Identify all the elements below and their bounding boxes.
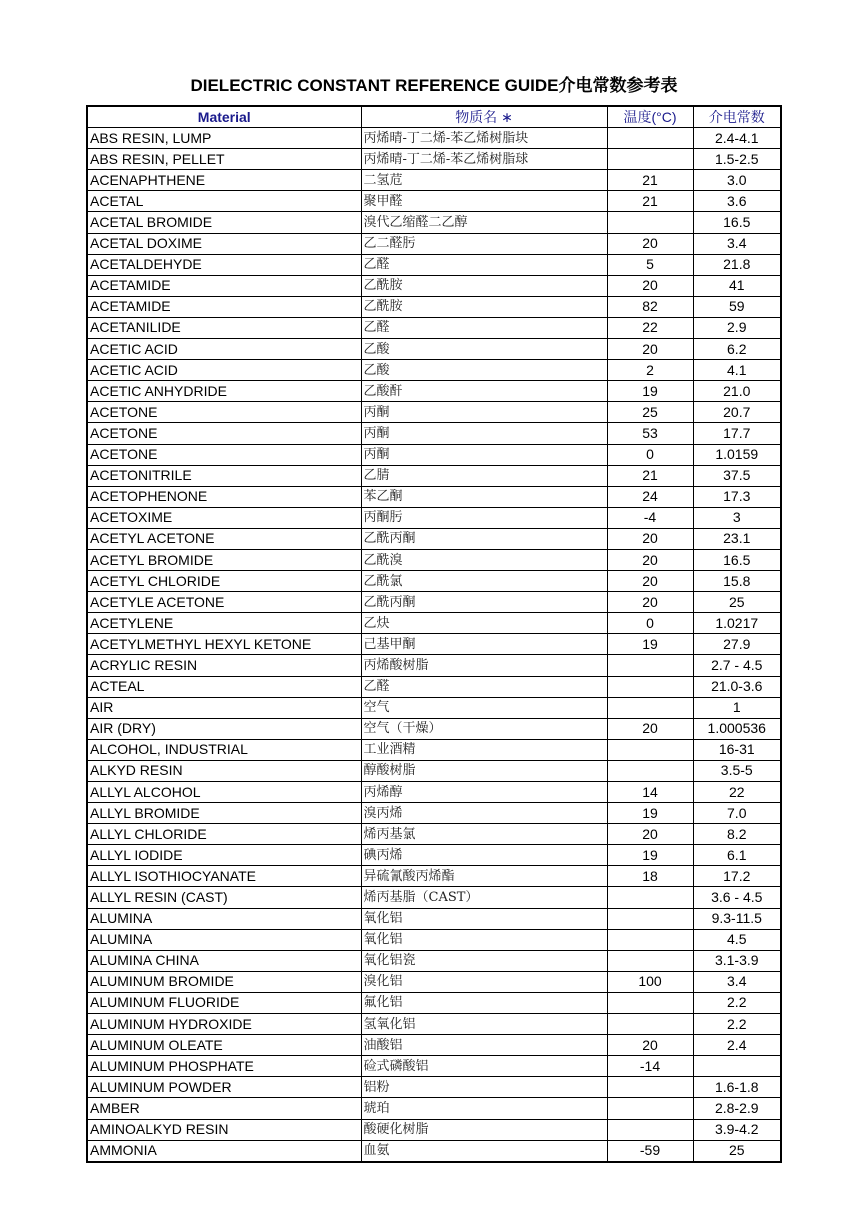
material-cell: ALUMINUM BROMIDE: [87, 971, 361, 992]
table-row: [87, 908, 781, 929]
dielectric-constant-cell: 16.5: [693, 212, 781, 233]
temperature-cell: [607, 676, 693, 697]
temperature-cell: -4: [607, 507, 693, 528]
temperature-cell: 21: [607, 170, 693, 191]
material-cell: ALUMINUM FLUORIDE: [87, 992, 361, 1013]
chinese-name-cell: 乙腈: [361, 465, 607, 486]
page-title: DIELECTRIC CONSTANT REFERENCE GUIDE介电常数参考表: [190, 76, 678, 95]
chinese-name-cell: 乙酰丙酮: [361, 592, 607, 613]
material-cell: AIR (DRY): [87, 718, 361, 739]
dielectric-constant-cell: 17.2: [693, 866, 781, 887]
material-cell: ALLYL BROMIDE: [87, 803, 361, 824]
temperature-cell: 82: [607, 296, 693, 317]
chinese-name-cell: 工业酒精: [361, 739, 607, 760]
chinese-name-cell: 丙烯晴-丁二烯-苯乙烯树脂球: [361, 149, 607, 170]
dielectric-constant-cell: 3.9-4.2: [693, 1119, 781, 1140]
temperature-cell: [607, 992, 693, 1013]
chinese-name-cell: 聚甲醛: [361, 191, 607, 212]
temperature-cell: 19: [607, 845, 693, 866]
chinese-name-cell: 溴丙烯: [361, 803, 607, 824]
temperature-cell: 20: [607, 339, 693, 360]
temperature-cell: 0: [607, 613, 693, 634]
header-chinese-name: 物质名 ∗: [361, 106, 607, 128]
material-cell: AMINOALKYD RESIN: [87, 1119, 361, 1140]
table-row: [87, 1140, 781, 1162]
chinese-name-cell: 硷式磷酸铝: [361, 1056, 607, 1077]
dielectric-constant-cell: 2.4-4.1: [693, 128, 781, 149]
material-cell: ACETALDEHYDE: [87, 254, 361, 275]
temperature-cell: 19: [607, 634, 693, 655]
table-row: [87, 655, 781, 676]
temperature-cell: 19: [607, 803, 693, 824]
chinese-name-cell: 碘丙烯: [361, 845, 607, 866]
table-row: [87, 971, 781, 992]
table-row: [87, 149, 781, 170]
chinese-name-cell: 乙酰丙酮: [361, 528, 607, 549]
chinese-name-cell: 乙酰胺: [361, 296, 607, 317]
chinese-name-cell: 乙酸: [361, 360, 607, 381]
header-material: Material: [87, 106, 361, 128]
table-row: [87, 613, 781, 634]
table-row: [87, 697, 781, 718]
temperature-cell: [607, 697, 693, 718]
table-row: [87, 1119, 781, 1140]
table-row: [87, 381, 781, 402]
chinese-name-cell: 丙烯晴-丁二烯-苯乙烯树脂块: [361, 128, 607, 149]
temperature-cell: [607, 1098, 693, 1119]
material-cell: AMMONIA: [87, 1140, 361, 1162]
material-cell: ACETAMIDE: [87, 275, 361, 296]
chinese-name-cell: 异硫氰酸丙烯酯: [361, 866, 607, 887]
temperature-cell: [607, 739, 693, 760]
table-row: [87, 317, 781, 338]
dielectric-constant-cell: 25: [693, 592, 781, 613]
material-cell: ACENAPHTHENE: [87, 170, 361, 191]
temperature-cell: 20: [607, 592, 693, 613]
temperature-cell: 25: [607, 402, 693, 423]
dielectric-constant-cell: 1.000536: [693, 718, 781, 739]
table-row: [87, 212, 781, 233]
material-cell: ALUMINUM PHOSPHATE: [87, 1056, 361, 1077]
chinese-name-cell: 乙二醛肟: [361, 233, 607, 254]
table-row: [87, 718, 781, 739]
table-row: [87, 191, 781, 212]
table-row: [87, 402, 781, 423]
dielectric-constant-cell: 21.8: [693, 254, 781, 275]
chinese-name-cell: 己基甲酮: [361, 634, 607, 655]
material-cell: ALLYL ALCOHOL: [87, 782, 361, 803]
dielectric-constant-cell: 2.8-2.9: [693, 1098, 781, 1119]
temperature-cell: 0: [607, 444, 693, 465]
header-temperature: 温度(°C): [607, 106, 693, 128]
table-row: [87, 486, 781, 507]
material-cell: ACETOPHENONE: [87, 486, 361, 507]
material-cell: ALUMINUM POWDER: [87, 1077, 361, 1098]
table-row: [87, 992, 781, 1013]
table-row: [87, 1077, 781, 1098]
temperature-cell: 5: [607, 254, 693, 275]
dielectric-constant-cell: 1.5-2.5: [693, 149, 781, 170]
temperature-cell: 19: [607, 381, 693, 402]
table-row: [87, 1056, 781, 1077]
table-row: [87, 676, 781, 697]
material-cell: ALUMINA: [87, 908, 361, 929]
table-row: [87, 254, 781, 275]
table-row: [87, 444, 781, 465]
dielectric-constant-cell: 20.7: [693, 402, 781, 423]
table-row: [87, 275, 781, 296]
dielectric-constant-cell: 16-31: [693, 739, 781, 760]
material-cell: ALUMINA CHINA: [87, 950, 361, 971]
material-cell: ACETIC ACID: [87, 339, 361, 360]
chinese-name-cell: 丙酮: [361, 402, 607, 423]
temperature-cell: [607, 887, 693, 908]
dielectric-constant-cell: 3.6: [693, 191, 781, 212]
table-row: [87, 782, 781, 803]
chinese-name-cell: 乙酰胺: [361, 275, 607, 296]
material-cell: ACETYLENE: [87, 613, 361, 634]
header-row: [87, 106, 781, 128]
dielectric-constant-cell: 2.4: [693, 1035, 781, 1056]
chinese-name-cell: 乙醛: [361, 317, 607, 338]
material-cell: ACETAL: [87, 191, 361, 212]
material-cell: ACETONE: [87, 402, 361, 423]
temperature-cell: 20: [607, 275, 693, 296]
table-row: [87, 507, 781, 528]
temperature-cell: 21: [607, 191, 693, 212]
material-cell: ALLYL RESIN (CAST): [87, 887, 361, 908]
temperature-cell: [607, 950, 693, 971]
temperature-cell: [607, 1014, 693, 1035]
chinese-name-cell: 乙酰氯: [361, 571, 607, 592]
table-row: [87, 423, 781, 444]
table-row: [87, 465, 781, 486]
table-row: [87, 233, 781, 254]
temperature-cell: [607, 929, 693, 950]
material-cell: ALLYL CHLORIDE: [87, 824, 361, 845]
dielectric-constant-cell: 8.2: [693, 824, 781, 845]
dielectric-constant-cell: 22: [693, 782, 781, 803]
table-row: [87, 1014, 781, 1035]
table-row: [87, 845, 781, 866]
material-cell: ALUMINUM HYDROXIDE: [87, 1014, 361, 1035]
table-row: [87, 128, 781, 149]
dielectric-table: [86, 105, 782, 1163]
table-row: [87, 528, 781, 549]
dielectric-constant-cell: 3.1-3.9: [693, 950, 781, 971]
temperature-cell: 21: [607, 465, 693, 486]
material-cell: ALKYD RESIN: [87, 760, 361, 781]
temperature-cell: [607, 908, 693, 929]
dielectric-constant-cell: 1.6-1.8: [693, 1077, 781, 1098]
dielectric-constant-cell: 7.0: [693, 803, 781, 824]
dielectric-constant-cell: 27.9: [693, 634, 781, 655]
table-row: [87, 824, 781, 845]
chinese-name-cell: 血氨: [361, 1140, 607, 1162]
table-row: [87, 296, 781, 317]
dielectric-constant-cell: 3.4: [693, 971, 781, 992]
material-cell: ABS RESIN, LUMP: [87, 128, 361, 149]
chinese-name-cell: 氧化铝瓷: [361, 950, 607, 971]
dielectric-constant-cell: 17.3: [693, 486, 781, 507]
dielectric-constant-cell: 16.5: [693, 549, 781, 570]
temperature-cell: 20: [607, 824, 693, 845]
dielectric-constant-cell: [693, 1056, 781, 1077]
chinese-name-cell: 氢氧化铝: [361, 1014, 607, 1035]
table-row: [87, 929, 781, 950]
temperature-cell: [607, 760, 693, 781]
dielectric-constant-cell: 2.2: [693, 992, 781, 1013]
table-row: [87, 803, 781, 824]
material-cell: ACETIC ACID: [87, 360, 361, 381]
chinese-name-cell: 琥珀: [361, 1098, 607, 1119]
chinese-name-cell: 醇酸树脂: [361, 760, 607, 781]
material-cell: ACTEAL: [87, 676, 361, 697]
dielectric-constant-cell: 25: [693, 1140, 781, 1162]
table-row: [87, 950, 781, 971]
chinese-name-cell: 溴代乙缩醛二乙醇: [361, 212, 607, 233]
dielectric-constant-cell: 17.7: [693, 423, 781, 444]
material-cell: ACETYL CHLORIDE: [87, 571, 361, 592]
header-dielectric-constant: 介电常数: [693, 106, 781, 128]
material-cell: ACETONITRILE: [87, 465, 361, 486]
material-cell: ACETAMIDE: [87, 296, 361, 317]
chinese-name-cell: 空气（干燥）: [361, 718, 607, 739]
chinese-name-cell: 铝粉: [361, 1077, 607, 1098]
dielectric-constant-cell: 1.0217: [693, 613, 781, 634]
table-row: [87, 634, 781, 655]
table-row: [87, 739, 781, 760]
chinese-name-cell: 丙烯酸树脂: [361, 655, 607, 676]
table-row: [87, 339, 781, 360]
material-cell: ACETAL BROMIDE: [87, 212, 361, 233]
dielectric-constant-cell: 1: [693, 697, 781, 718]
dielectric-constant-cell: 3.4: [693, 233, 781, 254]
temperature-cell: -14: [607, 1056, 693, 1077]
dielectric-constant-cell: 4.5: [693, 929, 781, 950]
chinese-name-cell: 乙炔: [361, 613, 607, 634]
material-cell: ALUMINUM OLEATE: [87, 1035, 361, 1056]
material-cell: ACRYLIC RESIN: [87, 655, 361, 676]
material-cell: ABS RESIN, PELLET: [87, 149, 361, 170]
material-cell: ACETYLE ACETONE: [87, 592, 361, 613]
chinese-name-cell: 乙酸: [361, 339, 607, 360]
material-cell: ACETANILIDE: [87, 317, 361, 338]
chinese-name-cell: 丙酮: [361, 444, 607, 465]
table-row: [87, 760, 781, 781]
chinese-name-cell: 丙烯醇: [361, 782, 607, 803]
material-cell: ALCOHOL, INDUSTRIAL: [87, 739, 361, 760]
chinese-name-cell: 乙醛: [361, 676, 607, 697]
temperature-cell: -59: [607, 1140, 693, 1162]
chinese-name-cell: 油酸铝: [361, 1035, 607, 1056]
dielectric-constant-cell: 9.3-11.5: [693, 908, 781, 929]
chinese-name-cell: 氧化铝: [361, 929, 607, 950]
material-cell: ALLYL IODIDE: [87, 845, 361, 866]
temperature-cell: 2: [607, 360, 693, 381]
dielectric-constant-cell: 2.2: [693, 1014, 781, 1035]
dielectric-constant-cell: 2.9: [693, 317, 781, 338]
temperature-cell: [607, 128, 693, 149]
chinese-name-cell: 烯丙基脂（CAST）: [361, 887, 607, 908]
material-cell: ACETAL DOXIME: [87, 233, 361, 254]
dielectric-constant-cell: 3.0: [693, 170, 781, 191]
temperature-cell: [607, 1077, 693, 1098]
dielectric-constant-cell: 37.5: [693, 465, 781, 486]
dielectric-constant-cell: 6.2: [693, 339, 781, 360]
material-cell: ACETIC ANHYDRIDE: [87, 381, 361, 402]
chinese-name-cell: 酸硬化树脂: [361, 1119, 607, 1140]
chinese-name-cell: 丙酮: [361, 423, 607, 444]
temperature-cell: 20: [607, 233, 693, 254]
table-row: [87, 866, 781, 887]
chinese-name-cell: 乙酸酐: [361, 381, 607, 402]
temperature-cell: 20: [607, 528, 693, 549]
chinese-name-cell: 乙醛: [361, 254, 607, 275]
material-cell: ACETONE: [87, 444, 361, 465]
table-row: [87, 360, 781, 381]
material-cell: AIR: [87, 697, 361, 718]
chinese-name-cell: 氟化铝: [361, 992, 607, 1013]
material-cell: AMBER: [87, 1098, 361, 1119]
material-cell: ACETONE: [87, 423, 361, 444]
dielectric-constant-cell: 21.0-3.6: [693, 676, 781, 697]
temperature-cell: 20: [607, 718, 693, 739]
dielectric-constant-cell: 15.8: [693, 571, 781, 592]
dielectric-constant-cell: 4.1: [693, 360, 781, 381]
table-row: [87, 549, 781, 570]
temperature-cell: 100: [607, 971, 693, 992]
dielectric-constant-cell: 21.0: [693, 381, 781, 402]
dielectric-constant-cell: 59: [693, 296, 781, 317]
temperature-cell: 18: [607, 866, 693, 887]
dielectric-constant-cell: 2.7 - 4.5: [693, 655, 781, 676]
chinese-name-cell: 乙酰溴: [361, 549, 607, 570]
temperature-cell: 22: [607, 317, 693, 338]
table-row: [87, 571, 781, 592]
temperature-cell: 14: [607, 782, 693, 803]
temperature-cell: [607, 655, 693, 676]
temperature-cell: 20: [607, 571, 693, 592]
temperature-cell: [607, 1119, 693, 1140]
table-row: [87, 592, 781, 613]
temperature-cell: 20: [607, 549, 693, 570]
dielectric-constant-cell: 3.5-5: [693, 760, 781, 781]
dielectric-constant-cell: 3.6 - 4.5: [693, 887, 781, 908]
table-row: [87, 887, 781, 908]
table-row: [87, 1035, 781, 1056]
material-cell: ACETYL ACETONE: [87, 528, 361, 549]
table-row: [87, 1098, 781, 1119]
material-cell: ACETOXIME: [87, 507, 361, 528]
temperature-cell: 24: [607, 486, 693, 507]
chinese-name-cell: 丙酮肟: [361, 507, 607, 528]
temperature-cell: [607, 149, 693, 170]
chinese-name-cell: 空气: [361, 697, 607, 718]
dielectric-constant-cell: 6.1: [693, 845, 781, 866]
chinese-name-cell: 烯丙基氯: [361, 824, 607, 845]
dielectric-constant-cell: 23.1: [693, 528, 781, 549]
material-cell: ACETYL BROMIDE: [87, 549, 361, 570]
material-cell: ACETYLMETHYL HEXYL KETONE: [87, 634, 361, 655]
dielectric-constant-cell: 3: [693, 507, 781, 528]
chinese-name-cell: 溴化铝: [361, 971, 607, 992]
chinese-name-cell: 二氢苊: [361, 170, 607, 191]
temperature-cell: [607, 212, 693, 233]
material-cell: ALUMINA: [87, 929, 361, 950]
dielectric-constant-cell: 41: [693, 275, 781, 296]
table-row: [87, 170, 781, 191]
material-cell: ALLYL ISOTHIOCYANATE: [87, 866, 361, 887]
chinese-name-cell: 苯乙酮: [361, 486, 607, 507]
chinese-name-cell: 氧化铝: [361, 908, 607, 929]
temperature-cell: 20: [607, 1035, 693, 1056]
dielectric-constant-cell: 1.0159: [693, 444, 781, 465]
temperature-cell: 53: [607, 423, 693, 444]
